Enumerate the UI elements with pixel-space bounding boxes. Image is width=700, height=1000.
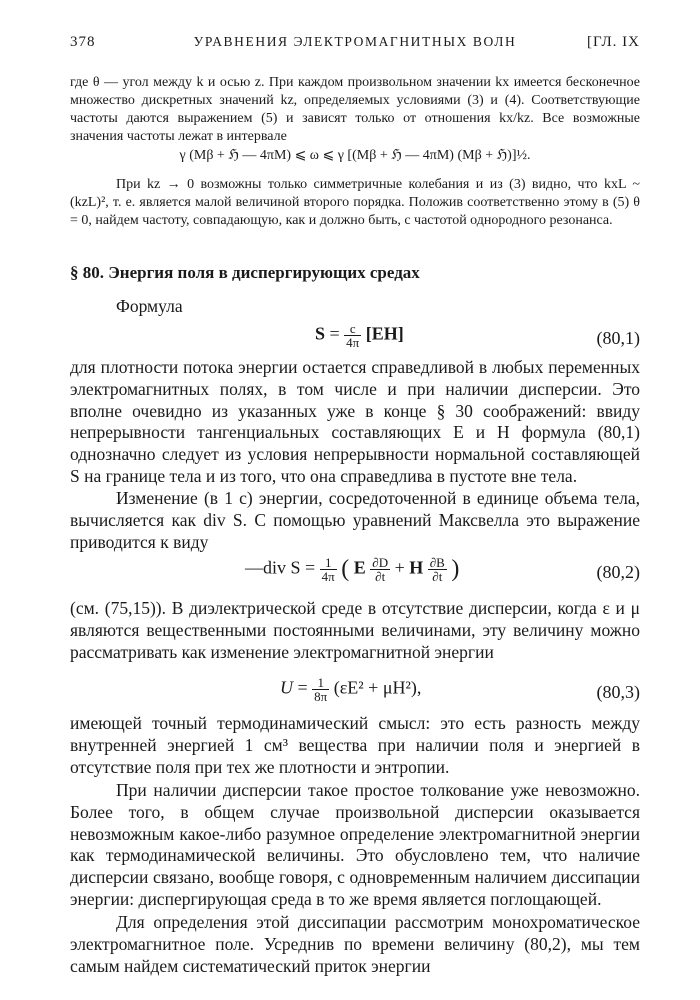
paren-close: ): [451, 556, 460, 582]
paragraph-after-eq1: [70, 357, 640, 488]
frac-den: ∂t: [375, 569, 386, 584]
frac-num: ∂B: [429, 555, 445, 570]
equation-body: [280, 676, 421, 703]
eq-derivative-b: [428, 556, 447, 583]
equation-body: [245, 556, 459, 583]
frac-num: 1: [312, 676, 329, 690]
equation-body: [315, 322, 404, 349]
paragraph-after-eq2: [70, 598, 640, 663]
paragraph-dispersion: [70, 780, 640, 911]
para-text: для плотности потока энергии остается справедливой в любых переменных электромагнитных полях, в том числе и при наличии дисперсии. Это вполне очевидно из указанных уже в конце § 30 соображений: ввиду непрерывности тангенциальных составляющих E и H формула (80,1) однозначно следует из условия непрерывности нормальной составляющей S на границе тела и из того, что она справедлива в пустоте вне тела.: [70, 357, 640, 486]
para-text: Формула: [116, 296, 183, 316]
frac-num: c: [344, 322, 361, 336]
frac-num: 1: [320, 556, 337, 570]
top-paragraph-1: [70, 74, 640, 146]
running-header: [70, 34, 640, 54]
equation-80-3: [70, 676, 640, 710]
eq-lhs: —div S: [245, 557, 301, 578]
para-text: (см. (75,15)). В диэлектрической среде в отсутствие дисперсии, когда ε и μ являются вещественными постоянными величинами, эту величину можно рассматривать как изменение электромагнитной энергии: [70, 598, 640, 662]
paragraph-last: [70, 912, 640, 977]
eq-fraction: [312, 676, 329, 703]
eq-fraction: [344, 322, 361, 349]
eq-sign: =: [305, 557, 316, 578]
frac-den: 8π: [314, 689, 328, 704]
frac-num: ∂D: [372, 555, 389, 570]
eq-lhs: S: [315, 323, 326, 344]
chapter-label: [ГЛ. IX: [586, 34, 640, 50]
para-text: имеющей точный термодинамический смысл: это есть разность между внутренней энергией 1 см³ вещества при наличии поля и энергией в отсутствие поля при тех же плотности и энтропии.: [70, 713, 640, 777]
paragraph-after-eq3: [70, 713, 640, 778]
eq-rhs: (εE² + μH²),: [333, 677, 422, 698]
eq-sign: =: [297, 677, 308, 698]
running-title: УРАВНЕНИЯ ЭЛЕКТРОМАГНИТНЫХ ВОЛН: [193, 34, 517, 49]
paragraph-change: [70, 488, 640, 553]
equation-number: (80,3): [596, 682, 640, 702]
equation-number: (80,1): [596, 328, 640, 348]
top-paragraph-2: [70, 176, 640, 230]
para-text: где θ — угол между k и осью z. При каждом произвольном значении kx имеется бесконечное множество дискретных значений kz, определяемых условиями (3) и (4). Соответствующие частоты даются выражением (5) и зависят только от отношения kx/kz. Все возможные значения частоты лежат в интервале: [70, 75, 640, 144]
equation-80-2: [70, 556, 640, 596]
eq-derivative-d: [370, 556, 390, 583]
para-text: Для определения этой диссипации рассмотрим монохроматическое электромагнитное поле. Усреднив по времени величину (80,2), мы тем самым найдем систематический приток энергии: [70, 912, 640, 976]
para-text: При наличии дисперсии такое простое толкование уже невозможно. Более того, в общем случае произвольной дисперсии оказывается невозможным какое-либо разумное определение электромагнитной энергии как термодинамической величины. Это обусловлено тем, что наличие дисперсии связано, вообще говоря, с одновременным наличием диссипации энергии: диспергирующая среда в то же время является поглощающей.: [70, 780, 640, 909]
frac-den: 4π: [321, 569, 335, 584]
eq-rhs: [EH]: [365, 323, 404, 344]
section-heading: § 80. Энергия поля в диспергирующих средах: [70, 263, 420, 282]
equation-80-1: [70, 322, 640, 356]
eq-term-e: E: [353, 557, 366, 578]
frac-den: 4π: [346, 335, 360, 350]
equation-number: (80,2): [596, 562, 640, 582]
eq-lhs: U: [280, 677, 293, 698]
frac-den: ∂t: [432, 569, 443, 584]
para-text: При kz → 0 возможны только симметричные колебания и из (3) видно, что kxL ~ (kzL)², т. е. является малой величиной второго порядка. Положив соответственно этому в (5) θ = 0, найдем частоту, совпадающую, как и должно быть, с частотой однородного резонанса.: [70, 177, 640, 228]
eq-plus: +: [394, 557, 405, 578]
paren-open: (: [341, 556, 350, 582]
page-number: 378: [70, 34, 96, 50]
formula-intro: [70, 296, 640, 318]
eq-sign: =: [329, 323, 340, 344]
eq-term-h: H: [409, 557, 424, 578]
para-text: Изменение (в 1 с) энергии, сосредоточенной в единице объема тела, вычисляется как div S. С помощью уравнений Максвелла это выражение приводится к виду: [70, 488, 640, 552]
interval-formula: γ (Mβ + ℌ — 4πM) ⩽ ω ⩽ γ [(Mβ + ℌ — 4πM) (Mβ + ℌ)]½.: [179, 148, 531, 163]
eq-fraction: [320, 556, 337, 583]
